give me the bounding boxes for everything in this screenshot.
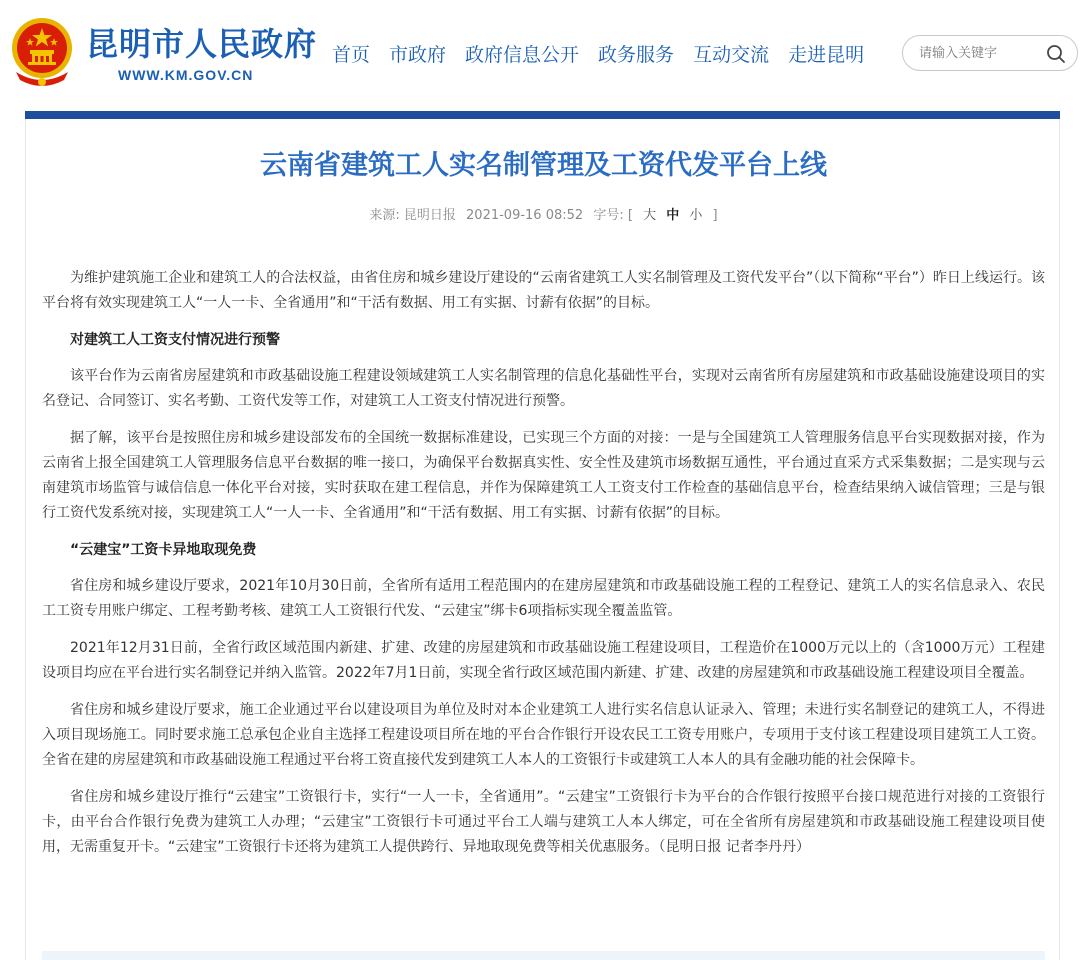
site-name[interactable]: 昆明市人民政府: [86, 25, 318, 63]
nav-city-government[interactable]: 市政府: [389, 44, 447, 66]
site-header: [0, 0, 1080, 112]
font-size-label: 字号: [: [593, 208, 633, 223]
site-url: WWW.KM.GOV.CN: [118, 67, 254, 83]
article-footer-strip: [42, 951, 1045, 960]
section-heading: 对建筑工人工资支付情况进行预警: [70, 332, 280, 348]
section-heading: “云建宝”工资卡异地取现免费: [70, 542, 257, 558]
nav-home[interactable]: 首页: [332, 44, 371, 66]
nav-government-services[interactable]: 政务服务: [598, 44, 675, 66]
nav-about-kunming[interactable]: 走进昆明: [788, 44, 865, 66]
search-input[interactable]: [919, 42, 1039, 64]
nav-interaction[interactable]: 互动交流: [693, 44, 770, 66]
font-size-small-button[interactable]: 小: [689, 208, 703, 223]
paragraph: 2021年12月31日前，全省行政区域范围内新建、扩建、改建的房屋建筑和市政基础设施工程建设项目，工程造价在1000万元以上的（含1000万元）工程建设项目均应在平台进行实名制登记并纳入监管。2022年7月1日前，实现全省行政区域范围内新建、扩建、改建的房屋建筑和市政基础设施工程建设项目全覆盖。: [42, 640, 1045, 681]
article-body: [42, 266, 1045, 872]
font-size-medium-button[interactable]: 中: [666, 208, 680, 223]
font-size-close-bracket: ]: [712, 208, 718, 223]
paragraph: 据了解，该平台是按照住房和城乡建设部发布的全国统一数据标准建设，已实现三个方面的对接：一是与全国建筑工人管理服务信息平台实现数据对接，作为云南省上报全国建筑工人管理服务信息平台数据的唯一接口，为确保平台数据真实性、安全性及建筑市场数据互通性，平台通过直采方式采集数据；二是实现与云南建筑市场监管与诚信信息一体化平台对接，实时获取在建工程信息，并作为保障建筑工人工资支付工作检查的基础信息平台，检查结果纳入诚信管理；三是与银行工资代发系统对接，实现建筑工人“一人一卡、全省通用”和“干活有数据、用工有实据、讨薪有依据”的目标。: [42, 430, 1045, 521]
article-source: 来源: 昆明日报: [369, 208, 456, 223]
nav-government-info[interactable]: 政府信息公开: [465, 44, 580, 66]
font-size-large-button[interactable]: 大: [643, 208, 657, 223]
main-nav: [332, 42, 883, 68]
search-box: [902, 35, 1078, 71]
article-container: [25, 119, 1060, 960]
national-emblem-icon[interactable]: [6, 14, 78, 90]
paragraph: 省住房和城乡建设厅要求，施工企业通过平台以建设项目为单位及时对本企业建筑工人进行实名信息认证录入、管理；未进行实名制登记的建筑工人，不得进入项目现场施工。同时要求施工总承包企业自主选择工程建设项目所在地的平台合作银行开设农民工工资专用账户，专项用于支付该工程建设项目建筑工人工资。全省在建的房屋建筑和市政基础设施工程通过平台将工资直接代发到建筑工人本人的工资银行卡或建筑工人本人的具有金融功能的社会保障卡。: [42, 702, 1045, 768]
paragraph: 省住房和城乡建设厅推行“云建宝”工资银行卡，实行“一人一卡，全省通用”。“云建宝”工资银行卡为平台的合作银行按照平台接口规范进行对接的工资银行卡，由平台合作银行免费为建筑工人办理；“云建宝”工资银行卡可通过平台工人端与建筑工人本人绑定，可在全省所有房屋建筑和市政基础设施工程建设项目使用，无需重复开卡。“云建宝”工资银行卡还将为建筑工人提供跨行、异地取现免费等相关优惠服务。（昆明日报 记者李丹丹）: [42, 789, 1045, 855]
search-icon[interactable]: [1045, 43, 1067, 65]
article-title: 云南省建筑工人实名制管理及工资代发平台上线: [260, 150, 827, 181]
article-date: 2021-09-16 08:52: [466, 208, 584, 223]
article-meta: [26, 207, 1061, 225]
header-divider-bar: [25, 111, 1060, 119]
paragraph: 为维护建筑施工企业和建筑工人的合法权益，由省住房和城乡建设厅建设的“云南省建筑工人实名制管理及工资代发平台”（以下简称“平台”）昨日上线运行。该平台将有效实现建筑工人“一人一卡、全省通用”和“干活有数据、用工有实据、讨薪有依据”的目标。: [42, 270, 1045, 311]
paragraph: 省住房和城乡建设厅要求，2021年10月30日前，全省所有适用工程范围内的在建房屋建筑和市政基础设施工程的工程登记、建筑工人的实名信息录入、农民工工资专用账户绑定、工程考勤考核、建筑工人工资银行代发、“云建宝”绑卡6项指标实现全覆盖监管。: [42, 578, 1045, 619]
paragraph: 该平台作为云南省房屋建筑和市政基础设施工程建设领域建筑工人实名制管理的信息化基础性平台，实现对云南省所有房屋建筑和市政基础设施建设项目的实名登记、合同签订、实名考勤、工资代发等工作，对建筑工人工资支付情况进行预警。: [42, 368, 1045, 409]
